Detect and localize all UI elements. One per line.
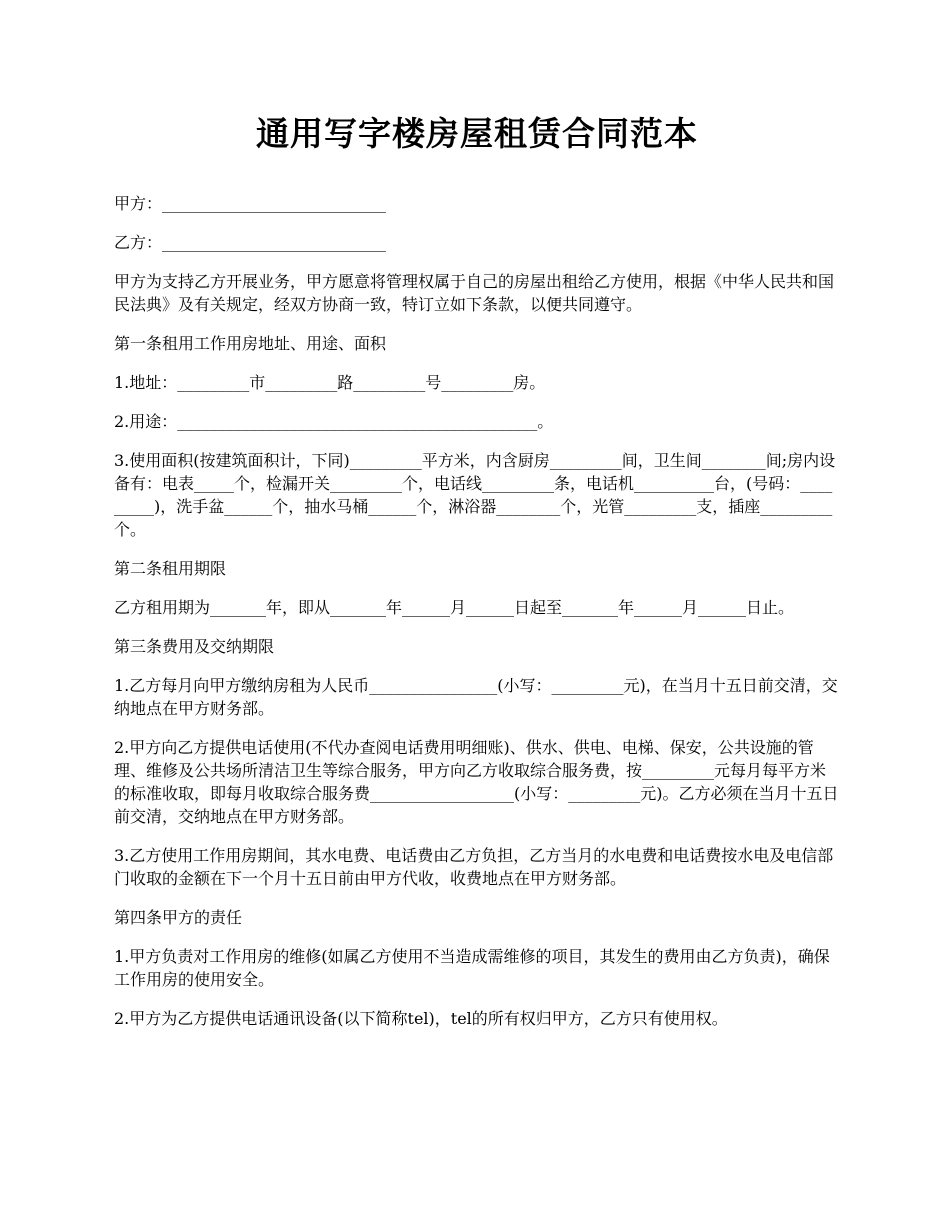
clause-rent: 1.乙方每月向甲方缴纳房租为人民币________________(小写：_________元)，在当月十五日前交清，交纳地点在甲方财务部。 bbox=[114, 676, 838, 718]
section-heading-4: 第四条甲方的责任 bbox=[114, 908, 243, 927]
clause-service-fee: 2.甲方向乙方提供电话使用(不代办查阅电话费用明细账)、供水、供电、电梯、保安，公共设施的管理、维修及公共场所清洁卫生等综合服务，甲方向乙方收取综合服务费，按_________元每月每平方米的标准收取，即每月收取综合服务费__________________(小写：_________元)。乙方必须在当月十五日前交清，交纳地点在甲方财务部。 bbox=[114, 738, 839, 826]
preamble-paragraph: 甲方为支持乙方开展业务，甲方愿意将管理权属于自己的房屋出租给乙方使用，根据《中华人民共和国民法典》及有关规定，经双方协商一致，特订立如下条款，以便共同遵守。 bbox=[114, 272, 835, 314]
document-title: 通用写字楼房屋租赁合同范本 bbox=[256, 114, 698, 153]
clause-utilities: 3.乙方使用工作用房期间，其水电费、电话费由乙方负担，乙方当月的水电费和电话费按水电及电信部门收取的金额在下一个月十五日前由甲方代收，收费地点在甲方财务部。 bbox=[114, 846, 834, 888]
clause-lease-term: 乙方租用期为_______年，即从_______年______月______日起至_______年______月______日止。 bbox=[114, 598, 795, 617]
party-b-line: 乙方：____________________________ bbox=[114, 233, 387, 252]
section-heading-2: 第二条租用期限 bbox=[114, 559, 227, 578]
section-heading-1: 第一条租用工作用房地址、用途、面积 bbox=[114, 334, 387, 353]
clause-address: 1.地址：_________市_________路_________号_________房。 bbox=[114, 373, 546, 392]
section-heading-3: 第三条费用及交纳期限 bbox=[114, 637, 275, 656]
clause-maintenance: 1.甲方负责对工作用房的维修(如属乙方使用不当造成需维修的项目，其发生的费用由乙方负责)，确保工作用房的使用安全。 bbox=[114, 947, 830, 989]
clause-area-equipment: 3.使用面积(按建筑面积计，下同)_________平方米，内含厨房_________间，卫生间________间;房内设备有：电表_____个，检漏开关_________个，电话线_________条，电话机__________台，(号码：_________)，洗手盆______个，抽水马桶______个，淋浴器________个，光管_________支，插座_________个。 bbox=[114, 451, 836, 539]
clause-usage: 2.用途：_____________________________________________。 bbox=[114, 412, 554, 431]
party-a-line: 甲方：____________________________ bbox=[114, 194, 387, 213]
clause-telephone: 2.甲方为乙方提供电话通讯设备(以下简称tel)，tel的所有权归甲方，乙方只有使用权。 bbox=[114, 1009, 728, 1028]
